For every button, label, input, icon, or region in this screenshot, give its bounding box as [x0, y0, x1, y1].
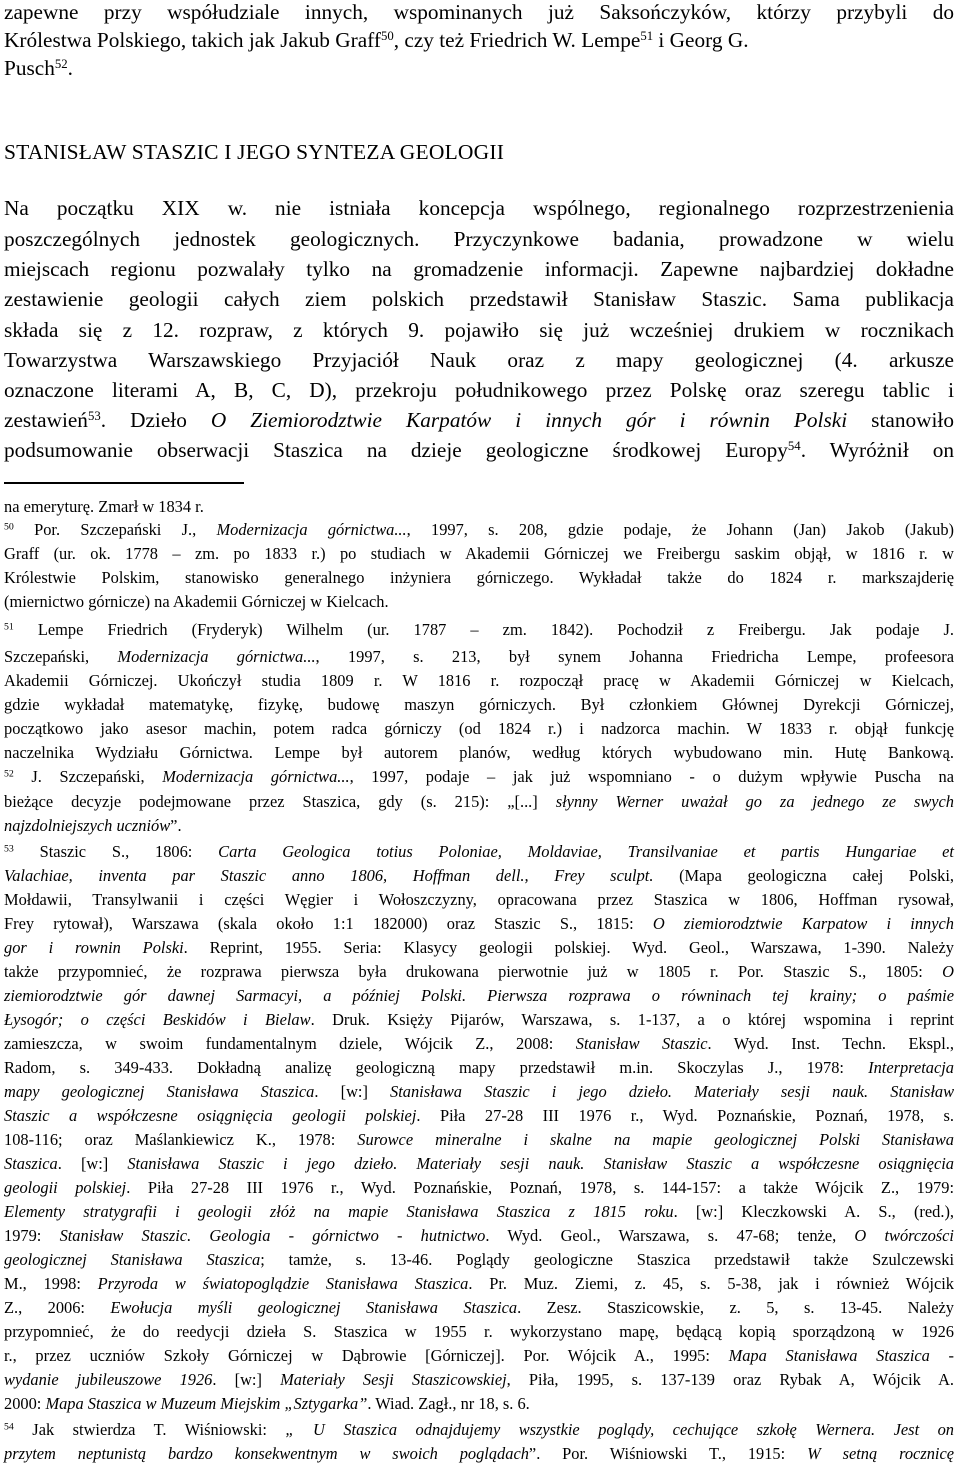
- body-line: Na początku XIX w. nie istniała koncepcja wspólnego, regionalnego rozprzestrzenienia: [4, 196, 954, 220]
- body-line: zapewne przy współudziale innych, wspominanych już Saksończyków, którzy przybyli do: [4, 0, 954, 24]
- footnote-line: przypomnieć, że do reedycji dzieła S. Staszica w 1955 r. wykorzystano mapę, będącą kopią sporządzoną w 1926: [4, 1322, 954, 1341]
- footnote-line: Elementy stratygrafii i geologii złóż na mapie Stanisława Staszica z 1815 roku. [w:] Kleczkowski A. S., (red.),: [4, 1202, 954, 1221]
- body-line: zestawienie geologii całych ziem polskich przedstawił Stanisław Staszic. Sama publikacja: [4, 287, 954, 311]
- footnote-line: Akademii Górniczej. Ukończył studia 1809 r. W 1816 r. rozpoczął pracę w Akademii Górniczej w Kielcach,: [4, 671, 954, 690]
- footnote-ref-50[interactable]: 50: [380, 28, 394, 43]
- body-line: zestawień$^{53}$. Dzieło O Ziemiorodztwie Karpatów i innych gór i równin Polski stanowiło: [4, 408, 954, 432]
- footnote-line: naczelnika Wydziału Górnictwa. Lempe był autorem planów, według których wybudowano min. Hutę Bankową.: [4, 743, 954, 762]
- footnote-53: $^{53}$ Staszic S., 1806: Carta Geologica totius Poloniae, Moldaviae, Transilvaniae et partis Hungariae et: [4, 842, 954, 861]
- body-line: składa się z 12. rozpraw, z których 9. pojawiło się już wcześniej drukiem w rocznikach: [4, 318, 954, 342]
- footnote-line: geologii polskiej. Piła 27-28 III 1976 r., Wyd. Poznańskie, Poznań, 1978, s. 144-157: a także Wójcik Z., 1979:: [4, 1178, 955, 1197]
- footnote-line: Radom, s. 349-433. Dokładną analizę geologiczną mapy przedstawił m.in. Skoczylas J., 1978: Interpretacja: [4, 1058, 954, 1077]
- footnote-line: najzdolniejszych uczniów”.: [4, 816, 182, 835]
- footnote-line: bieżące decyzje podejmowane przez Staszica, gdy (s. 215): „[...] słynny Werner uważał go za jednego ze swych: [4, 792, 955, 811]
- footnote-line: Mołdawii, Transylwanii i części Węgier i Wołoszczyzny, opracowana przez Staszica w 1806, Hoffman rysował,: [4, 890, 954, 909]
- footnote-line: Frey rytował), Warszawa (skala około 1:1 182000) oraz Staszic S., 1815: O ziemiorodztwie Karpatow i innych: [4, 914, 954, 933]
- footnote-line: (miernictwo górnicze) na Akademii Górniczej w Kielcach.: [4, 592, 389, 611]
- body-line: poszczególnych jednostek geologicznych. Przyczynkowe badania, prowadzone w wielu: [4, 227, 954, 251]
- footnote-line: M., 1998: Przyroda w światopoglądzie Stanisława Staszica. Pr. Muz. Ziemi, z. 45, s. 5-38, jak i również Wójcik: [4, 1274, 954, 1293]
- footnote-line: 1979: Stanisław Staszic. Geologia - górnictwo - hutnictwo. Wyd. Geol., Warszawa, s. 47-68; tenże, O twórczości: [4, 1226, 954, 1245]
- footnote-51: $^{51}$ Lempe Friedrich (Fryderyk) Wilhelm (ur. 1787 – zm. 1842). Pochodził z Freibergu. Jak podaje J.: [4, 620, 954, 639]
- section-heading: STANISŁAW STASZIC I JEGO SYNTEZA GEOLOGII: [4, 140, 505, 164]
- footnote-line: ziemiorodztwie gór dawnej Sarmacyi, a później Polski. Pierwsza rozprawa o równinach tej krainy; o paśmie: [4, 986, 954, 1005]
- footnote-ref-53[interactable]: 53: [87, 408, 101, 423]
- footnote-50: $^{50}$ Por. Szczepański J., Modernizacja górnictwa..., 1997, s. 208, gdzie podaje, że Johann (Jan) Jakob (Jakub): [4, 520, 955, 539]
- footnote-line: Staszic a współczesne osiągnięcia geologii polskiej. Piła 27-28 III 1976 r., Wyd. Poznańskie, Poznań, 1978, s.: [4, 1106, 954, 1125]
- footnote-line: Valachiae, inventa par Staszic anno 1806, Hoffman dell., Frey sculpt. (Mapa geologiczna całej Polski,: [4, 866, 954, 885]
- footnote-line: gdzie wykładał matematykę, fizykę, budowę maszyn górniczych. Był członkiem Głównej Dyrekcji Górniczej,: [4, 695, 954, 714]
- footnote-line: gor i rownin Polski. Reprint, 1955. Seria: Klasycy geologii polskiej. Wyd. Geol., Warszawa, 1-390. Należy: [4, 938, 954, 957]
- footnote-line: geologicznej Stanisława Staszica; tamże, s. 13-46. Poglądy geologiczne Staszica przedstawił także Szulczewski: [4, 1250, 955, 1269]
- body-line: podsumowanie obserwacji Staszica na dzieje geologiczne środkowej Europy$^{54}$. Wyróżnił on: [4, 438, 954, 462]
- footnote-line: Łysogór; o części Beskidów i Bielaw. Druk. Księży Pijarów, Warszawa, s. 1-137, a o której wspomina i reprint: [4, 1010, 954, 1029]
- footnote-line: Z., 2006: Ewołucja myśli geologicznej Stanisława Staszica. Zesz. Staszicowskie, z. 5, s. 13-45. Należy: [4, 1298, 955, 1317]
- body-line: Towarzystwa Warszawskiego Przyjaciół Nauk oraz z mapy geologicznej (4. arkusze: [4, 348, 954, 372]
- footnote-line: Staszica. [w:] Stanisława Staszic i jego dzieło. Materiały sesji nauk. Stanisław Staszic a współczesne osiągnięcia: [4, 1154, 954, 1173]
- footnote-ref-52[interactable]: 52: [54, 56, 68, 71]
- footnote-54: $^{54}$ Jak stwierdza T. Wiśniowski: „ U Staszica odnajdujemy wszystkie poglądy, cechujące szkołę Wernera. Jest on: [4, 1420, 954, 1439]
- footnote-line: także przypomnieć, że rozprawa pierwsza była drukowana pierwotnie już w 1805 r. Por. Staszic S., 1805: O: [4, 962, 954, 981]
- footnote-separator: [4, 482, 244, 484]
- footnote-line: Graff (ur. ok. 1778 – zm. po 1833 r.) po studiach w Akademii Górniczej we Freibergu saskim objął, w 1816 r. w: [4, 544, 954, 563]
- body-line: Królestwa Polskiego, takich jak Jakub Graff$^{50}$, czy też Friedrich W. Lempe$^{51}$ i Georg G.: [4, 28, 749, 52]
- footnote-line: początkowo jako asesor machin, potem radca górniczy (od 1824 r.) i nadzorca machin. W 1833 r. objął funkcję: [4, 719, 954, 738]
- footnote-line: Szczepański, Modernizacja górnictwa..., 1997, s. 213, był synem Johanna Friedricha Lempe, profeesora: [4, 647, 954, 666]
- footnote-line: wydanie jubileuszowe 1926. [w:] Materiały Sesji Staszicowskiej, Piła, 1995, s. 137-139 oraz Rybak A, Wójcik A.: [4, 1370, 955, 1389]
- footnote-52: $^{52}$ J. Szczepański, Modernizacja górnictwa..., 1997, podaje – jak już wspomniano - o dużym wpływie Puscha na: [4, 767, 954, 786]
- footnote-ref-54[interactable]: 54: [787, 438, 801, 453]
- footnote-ref-51[interactable]: 51: [640, 28, 654, 43]
- footnote-line: przytem neptunistą bardzo konsekwentnym w swoich poglądach”. Por. Wiśniowski T., 1915: W setną rocznicę: [4, 1444, 954, 1463]
- body-line: oznaczone literami A, B, C, D), przekroju południkowego przez Polskę oraz szeregu tablic i: [4, 378, 954, 402]
- footnote-line: na emeryturę. Zmarł w 1834 r.: [4, 497, 204, 516]
- footnote-line: mapy geologicznej Stanisława Staszica. [w:] Stanisława Staszic i jego dzieło. Materiały sesji nauk. Stanisław: [4, 1082, 954, 1101]
- footnote-line: zamieszcza, w swoim fundamentalnym dziele, Wójcik Z., 2008: Stanisław Staszic. Wyd. Inst. Techn. Ekspl.,: [4, 1034, 954, 1053]
- body-line: Pusch$^{52}$.: [4, 56, 73, 80]
- footnote-line: 108-116; oraz Maślankiewicz K., 1978: Surowce mineralne i skalne na mapie geologicznej Polski Stanisława: [4, 1130, 954, 1149]
- footnote-line: r., przez uczniów Szkoły Górniczej w Dąbrowie [Górniczej]. Por. Wójcik A., 1995: Mapa Stanisława Staszica -: [4, 1346, 955, 1365]
- body-line: miejscach regionu pozwalały tylko na gromadzenie informacji. Zapewne najbardziej dokładne: [4, 257, 954, 281]
- footnote-line: 2000: Mapa Staszica w Muzeum Miejskim „Sztygarka”. Wiad. Zagł., nr 18, s. 6.: [4, 1394, 530, 1413]
- footnote-line: Królestwie Polskim, stanowisko generalnego inżyniera górniczego. Wykładał także do 1824 r. markszajderię: [4, 568, 954, 587]
